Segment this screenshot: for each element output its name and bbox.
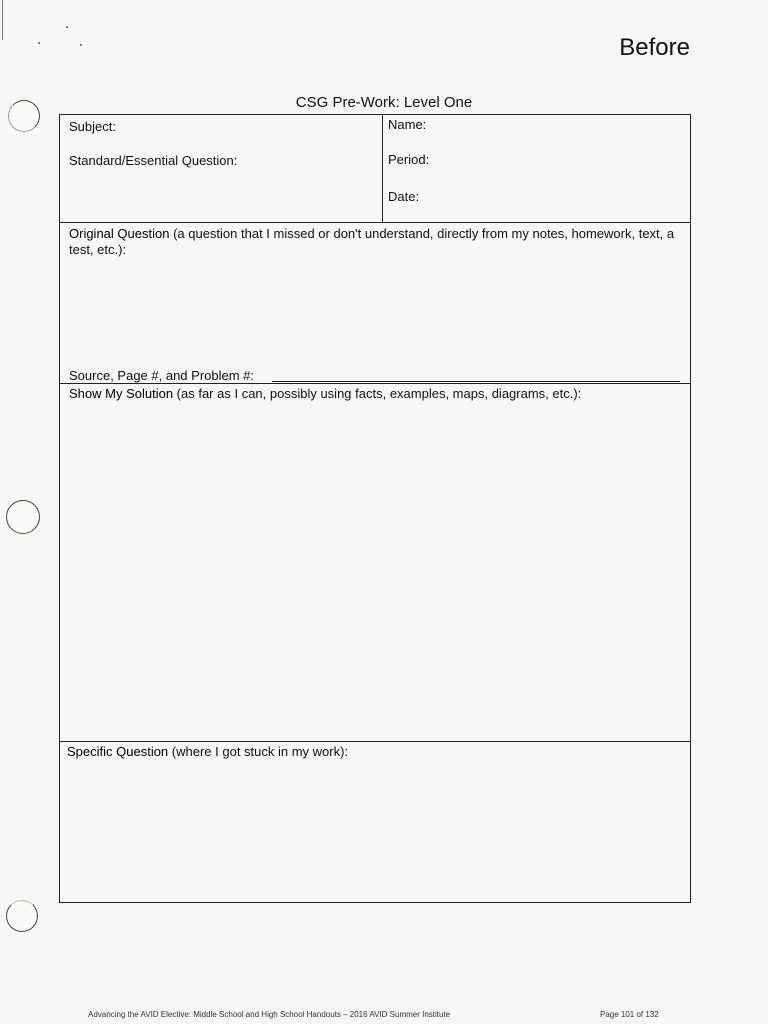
original-question-prompt bbox=[69, 226, 684, 258]
scan-speck bbox=[66, 26, 68, 28]
before-label: Before bbox=[619, 34, 690, 61]
scan-speck bbox=[38, 42, 40, 44]
csg-form bbox=[59, 114, 691, 903]
original-question-heading: Original Question bbox=[69, 226, 170, 241]
specific-question-prompt bbox=[67, 744, 348, 760]
punch-hole-bottom bbox=[6, 900, 38, 932]
source-label: Source, Page #, and Problem #: bbox=[69, 368, 255, 383]
column-divider bbox=[382, 115, 383, 223]
date-label: Date: bbox=[388, 189, 420, 204]
specific-question-description: (where I got stuck in my work): bbox=[168, 744, 349, 759]
margin-scan-line bbox=[2, 0, 3, 40]
solution-heading: Show My Solution bbox=[69, 386, 174, 401]
solution-description: (as far as I can, possibly using facts, examples, maps, diagrams, etc.): bbox=[173, 386, 582, 401]
punch-hole-middle bbox=[6, 500, 40, 534]
solution-prompt bbox=[69, 386, 581, 402]
row-divider bbox=[60, 222, 690, 223]
specific-question-heading: Specific Question bbox=[67, 744, 169, 759]
source-answer-line bbox=[272, 381, 680, 382]
form-title: CSG Pre-Work: Level One bbox=[295, 94, 473, 111]
footer-page-number: Page 101 of 132 bbox=[600, 1010, 659, 1019]
standard-question-label: Standard/Essential Question: bbox=[69, 153, 238, 168]
name-label: Name: bbox=[388, 117, 427, 132]
footer-text: Advancing the AVID Elective: Middle School and High School Handouts – 2016 AVID Summer Institute bbox=[88, 1010, 451, 1019]
scan-speck bbox=[80, 44, 82, 46]
subject-label: Subject: bbox=[69, 119, 116, 134]
original-question-description: (a question that I missed or don't understand, directly from my notes, homework, text, a test, etc.): bbox=[69, 226, 675, 257]
period-label: Period: bbox=[388, 152, 430, 167]
page-footer bbox=[88, 1010, 688, 1019]
row-divider bbox=[60, 741, 690, 742]
